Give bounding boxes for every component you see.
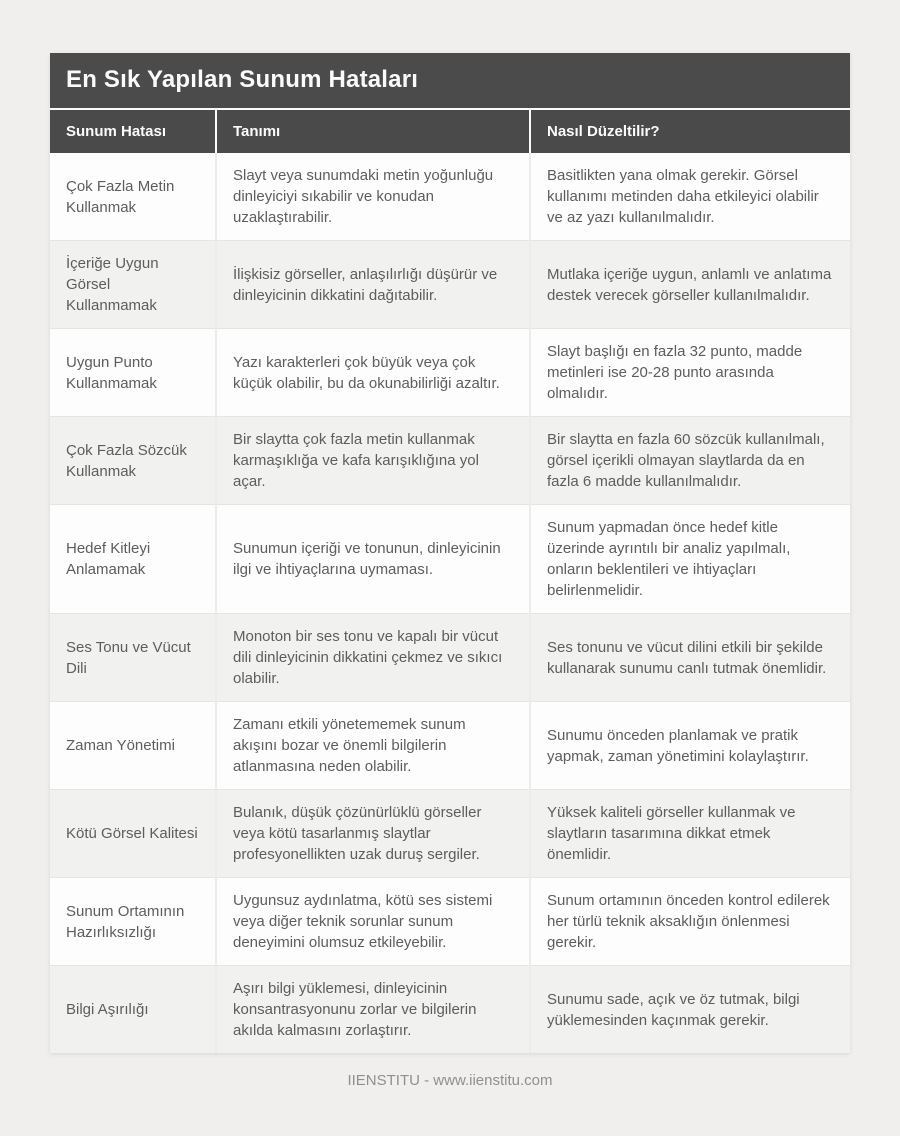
mistake-cell: Sunum Ortamının Hazırlıksızlığı [50,878,216,966]
fix-cell: Mutlaka içeriğe uygun, anlamlı ve anlatıma destek verecek görseller kullanılmalıdır. [530,241,850,329]
table-row [50,878,850,966]
table-row [50,614,850,702]
mistake-cell: Uygun Punto Kullanmamak [50,329,216,417]
table-row [50,505,850,614]
definition-cell: Uygunsuz aydınlatma, kötü ses sistemi veya diğer teknik sorunlar sunum deneyimini olumsuz etkileyebilir. [216,878,530,966]
definition-cell: Zamanı etkili yönetememek sunum akışını bozar ve önemli bilgilerin atlanmasına neden olabilir. [216,702,530,790]
footer-credit: IIENSTITU - www.iienstitu.com [347,1072,553,1089]
fix-cell: Sunum ortamının önceden kontrol edilerek her türlü teknik aksaklığın önlenmesi gerekir. [530,878,850,966]
table-header [50,110,850,153]
header-row [50,110,850,153]
fix-cell: Slayt başlığı en fazla 32 punto, madde metinleri ise 20-28 punto arasında olmalıdır. [530,329,850,417]
definition-cell: Aşırı bilgi yüklemesi, dinleyicinin konsantrasyonunu zorlar ve bilgilerin akılda kalmasını zorlaştırır. [216,966,530,1054]
column-header-fix: Nasıl Düzeltilir? [530,110,850,153]
mistake-cell: İçeriğe Uygun Görsel Kullanmamak [50,241,216,329]
mistake-cell: Çok Fazla Sözcük Kullanmak [50,417,216,505]
definition-cell: Slayt veya sunumdaki metin yoğunluğu dinleyiciyi sıkabilir ve konudan uzaklaştırabilir. [216,153,530,241]
mistake-cell: Çok Fazla Metin Kullanmak [50,153,216,241]
fix-cell: Ses tonunu ve vücut dilini etkili bir şekilde kullanarak sunumu canlı tutmak önemlidir. [530,614,850,702]
definition-cell: Monoton bir ses tonu ve kapalı bir vücut dili dinleyicinin dikkatini çekmez ve sıkıcı olabilir. [216,614,530,702]
fix-cell: Yüksek kaliteli görseller kullanmak ve slaytların tasarımına dikkat etmek önemlidir. [530,790,850,878]
table-row [50,329,850,417]
column-header-definition: Tanımı [216,110,530,153]
fix-cell: Sunum yapmadan önce hedef kitle üzerinde ayrıntılı bir analiz yapılmalı, onların beklentileri ve ihtiyaçları belirlenmelidir. [530,505,850,614]
definition-cell: Yazı karakterleri çok büyük veya çok küçük olabilir, bu da okunabilirliği azaltır. [216,329,530,417]
fix-cell: Basitlikten yana olmak gerekir. Görsel kullanımı metinden daha etkileyici olabilir ve az yazı kullanılmalıdır. [530,153,850,241]
page-title: En Sık Yapılan Sunum Hataları [50,53,850,110]
definition-cell: Bulanık, düşük çözünürlüklü görseller veya kötü tasarlanmış slaytlar profesyonellikten uzak duruş sergiler. [216,790,530,878]
table-row [50,702,850,790]
presentation-mistakes-card [50,53,850,1053]
fix-cell: Sunumu önceden planlamak ve pratik yapmak, zaman yönetimini kolaylaştırır. [530,702,850,790]
mistake-cell: Zaman Yönetimi [50,702,216,790]
fix-cell: Bir slaytta en fazla 60 sözcük kullanılmalı, görsel içerikli olmayan slaytlarda da en fazla 6 madde kullanılmalıdır. [530,417,850,505]
mistake-cell: Hedef Kitleyi Anlamamak [50,505,216,614]
definition-cell: İlişkisiz görseller, anlaşılırlığı düşürür ve dinleyicinin dikkatini dağıtabilir. [216,241,530,329]
fix-cell: Sunumu sade, açık ve öz tutmak, bilgi yüklemesinden kaçınmak gerekir. [530,966,850,1054]
table-row [50,153,850,241]
table-body [50,153,850,1053]
definition-cell: Bir slaytta çok fazla metin kullanmak karmaşıklığa ve kafa karışıklığına yol açar. [216,417,530,505]
mistake-cell: Kötü Görsel Kalitesi [50,790,216,878]
definition-cell: Sunumun içeriği ve tonunun, dinleyicinin ilgi ve ihtiyaçlarına uymaması. [216,505,530,614]
mistake-cell: Bilgi Aşırılığı [50,966,216,1054]
table-row [50,417,850,505]
table-row [50,966,850,1054]
column-header-mistake: Sunum Hatası [50,110,216,153]
table-row [50,790,850,878]
table-row [50,241,850,329]
mistakes-table [50,110,850,1053]
mistake-cell: Ses Tonu ve Vücut Dili [50,614,216,702]
